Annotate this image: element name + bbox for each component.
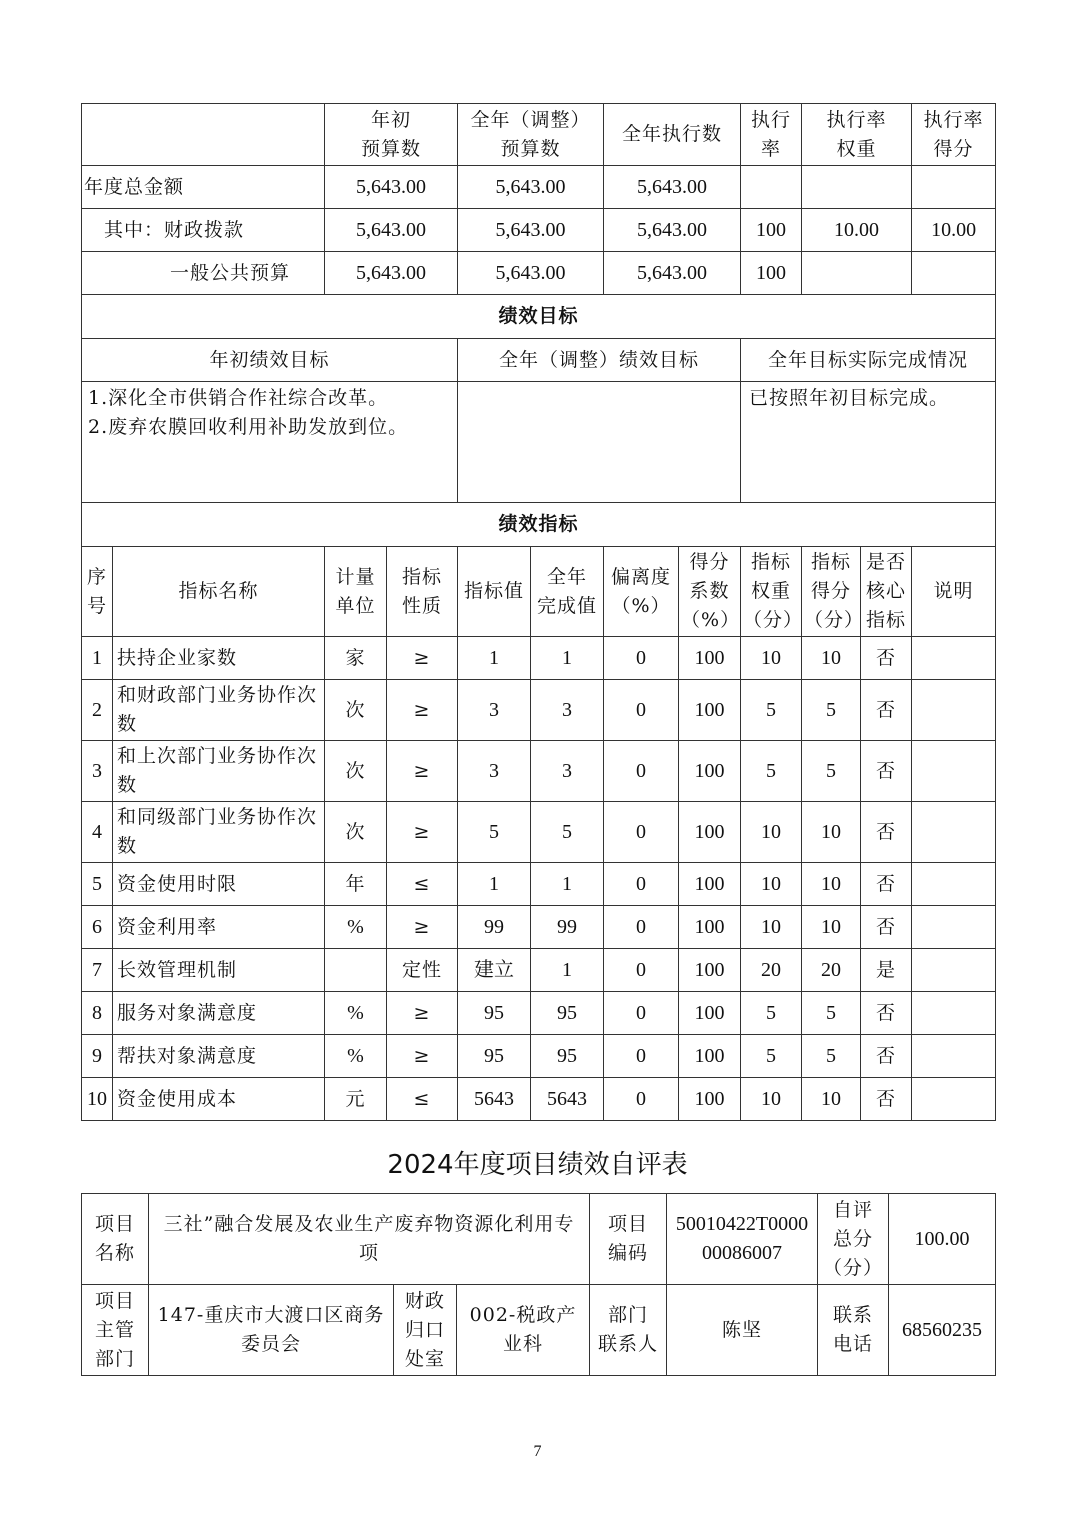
budget-header-weight: 执行率 权重 <box>802 104 912 166</box>
budget-rate: 100 <box>741 252 802 295</box>
indicator-deviation: 0 <box>604 992 679 1035</box>
indicator-weight: 10 <box>741 802 802 863</box>
indicator-row <box>82 1035 996 1078</box>
indicator-header-cell: 偏离度 （%） <box>604 547 679 637</box>
indicator-completed: 5 <box>531 802 604 863</box>
budget-row <box>82 252 996 295</box>
indicator-header-cell: 计量 单位 <box>325 547 387 637</box>
indicator-target: 95 <box>458 992 531 1035</box>
indicator-index: 7 <box>82 949 113 992</box>
goals-content-row <box>82 382 996 503</box>
indicator-deviation: 0 <box>604 802 679 863</box>
indicator-index: 4 <box>82 802 113 863</box>
indicator-nature: ≤ <box>387 1078 458 1121</box>
budget-label: 其中：财政拨款 <box>82 209 325 252</box>
budget-header-score: 执行率 得分 <box>912 104 996 166</box>
project-row-2 <box>82 1285 996 1376</box>
indicator-deviation: 0 <box>604 637 679 680</box>
indicator-core: 是 <box>861 949 912 992</box>
indicator-score: 20 <box>802 949 861 992</box>
indicator-score: 10 <box>802 637 861 680</box>
indicator-row <box>82 906 996 949</box>
indicator-header-cell: 序 号 <box>82 547 113 637</box>
indicator-name: 资金利用率 <box>113 906 325 949</box>
goals-header-actual: 全年目标实际完成情况 <box>741 339 996 382</box>
indicator-target: 5643 <box>458 1078 531 1121</box>
indicator-name: 服务对象满意度 <box>113 992 325 1035</box>
indicator-header-cell: 全年 完成值 <box>531 547 604 637</box>
indicator-nature: ≥ <box>387 741 458 802</box>
indicator-note <box>912 1078 996 1121</box>
indicator-core: 否 <box>861 1078 912 1121</box>
budget-weight <box>802 252 912 295</box>
indicator-coefficient: 100 <box>679 741 741 802</box>
indicator-weight: 5 <box>741 680 802 741</box>
indicator-unit: 次 <box>325 741 387 802</box>
indicator-nature: ≥ <box>387 637 458 680</box>
indicator-index: 8 <box>82 992 113 1035</box>
indicator-target: 99 <box>458 906 531 949</box>
indicator-unit: 年 <box>325 863 387 906</box>
indicator-unit: 元 <box>325 1078 387 1121</box>
indicator-note <box>912 1035 996 1078</box>
goals-section-row <box>82 295 996 339</box>
indicator-deviation: 0 <box>604 1078 679 1121</box>
indicator-header-cell: 指标 性质 <box>387 547 458 637</box>
indicator-coefficient: 100 <box>679 680 741 741</box>
indicator-deviation: 0 <box>604 863 679 906</box>
indicator-header-cell: 是否 核心 指标 <box>861 547 912 637</box>
indicator-header-cell: 指标 权重 （分） <box>741 547 802 637</box>
indicator-nature: ≥ <box>387 1035 458 1078</box>
goals-section-title: 绩效目标 <box>82 295 996 339</box>
indicator-coefficient: 100 <box>679 863 741 906</box>
indicator-core: 否 <box>861 992 912 1035</box>
budget-adjusted: 5,643.00 <box>458 166 604 209</box>
indicator-completed: 3 <box>531 741 604 802</box>
indicator-header-cell: 指标值 <box>458 547 531 637</box>
indicator-target: 3 <box>458 741 531 802</box>
indicator-name: 扶持企业家数 <box>113 637 325 680</box>
indicator-note <box>912 680 996 741</box>
indicator-coefficient: 100 <box>679 949 741 992</box>
indicator-target: 1 <box>458 637 531 680</box>
phone-label: 联系 电话 <box>818 1285 889 1376</box>
budget-adjusted: 5,643.00 <box>458 252 604 295</box>
indicator-name: 和上次部门业务协作次数 <box>113 741 325 802</box>
indicator-unit: 次 <box>325 680 387 741</box>
indicator-coefficient: 100 <box>679 1035 741 1078</box>
budget-score <box>912 252 996 295</box>
indicator-coefficient: 100 <box>679 1078 741 1121</box>
indicator-unit <box>325 949 387 992</box>
indicator-index: 10 <box>82 1078 113 1121</box>
indicator-completed: 99 <box>531 906 604 949</box>
indicator-deviation: 0 <box>604 906 679 949</box>
budget-score <box>912 166 996 209</box>
budget-score: 10.00 <box>912 209 996 252</box>
indicator-core: 否 <box>861 863 912 906</box>
indicator-score: 10 <box>802 863 861 906</box>
goals-header-initial: 年初绩效目标 <box>82 339 458 382</box>
indicator-deviation: 0 <box>604 741 679 802</box>
indicator-unit: 家 <box>325 637 387 680</box>
indicator-core: 否 <box>861 906 912 949</box>
indicator-note <box>912 637 996 680</box>
indicator-unit: % <box>325 992 387 1035</box>
indicator-core: 否 <box>861 1035 912 1078</box>
budget-initial: 5,643.00 <box>325 166 458 209</box>
indicator-index: 6 <box>82 906 113 949</box>
budget-header-initial: 年初 预算数 <box>325 104 458 166</box>
indicator-unit: % <box>325 1035 387 1078</box>
project-code: 50010422T000000086007 <box>667 1194 818 1285</box>
indicator-target: 1 <box>458 863 531 906</box>
indicator-score: 5 <box>802 992 861 1035</box>
indicator-target: 3 <box>458 680 531 741</box>
budget-header-executed: 全年执行数 <box>604 104 741 166</box>
indicator-completed: 95 <box>531 992 604 1035</box>
indicator-completed: 1 <box>531 637 604 680</box>
budget-header-rate: 执行率 <box>741 104 802 166</box>
indicator-header-cell: 指标名称 <box>113 547 325 637</box>
project-code-label: 项目 编码 <box>590 1194 667 1285</box>
indicator-nature: ≤ <box>387 863 458 906</box>
indicator-header-cell: 说明 <box>912 547 996 637</box>
budget-executed: 5,643.00 <box>604 166 741 209</box>
indicator-score: 5 <box>802 680 861 741</box>
indicators-section-row <box>82 503 996 547</box>
indicator-deviation: 0 <box>604 680 679 741</box>
page-number: 7 <box>533 1443 542 1460</box>
indicator-row <box>82 680 996 741</box>
indicator-name: 和财政部门业务协作次数 <box>113 680 325 741</box>
indicator-target: 建立 <box>458 949 531 992</box>
indicator-score: 10 <box>802 802 861 863</box>
indicator-score: 10 <box>802 906 861 949</box>
indicator-core: 否 <box>861 637 912 680</box>
budget-executed: 5,643.00 <box>604 209 741 252</box>
total-score-label: 自评 总分 （分） <box>818 1194 889 1285</box>
finance-office-label: 财政 归口 处室 <box>394 1285 457 1376</box>
indicator-nature: 定性 <box>387 949 458 992</box>
indicator-completed: 95 <box>531 1035 604 1078</box>
indicator-nature: ≥ <box>387 802 458 863</box>
goals-header-adjusted: 全年（调整）绩效目标 <box>458 339 741 382</box>
dept: 147-重庆市大渡口区商务委员会 <box>149 1285 394 1376</box>
form-title: 2024年度项目绩效自评表 <box>387 1150 688 1180</box>
indicator-deviation: 0 <box>604 1035 679 1078</box>
indicator-name: 资金使用时限 <box>113 863 325 906</box>
indicator-coefficient: 100 <box>679 802 741 863</box>
indicator-weight: 5 <box>741 741 802 802</box>
budget-header-adjusted: 全年（调整） 预算数 <box>458 104 604 166</box>
budget-initial: 5,643.00 <box>325 209 458 252</box>
indicator-score: 10 <box>802 1078 861 1121</box>
indicator-weight: 20 <box>741 949 802 992</box>
budget-header-row <box>82 104 996 166</box>
goals-header-row <box>82 339 996 382</box>
contact: 陈坚 <box>667 1285 818 1376</box>
indicator-nature: ≥ <box>387 680 458 741</box>
budget-rate: 100 <box>741 209 802 252</box>
finance-office: 002-税政产业科 <box>457 1285 590 1376</box>
performance-table <box>81 103 996 1121</box>
indicator-index: 9 <box>82 1035 113 1078</box>
indicator-score: 5 <box>802 741 861 802</box>
budget-initial: 5,643.00 <box>325 252 458 295</box>
indicator-note <box>912 949 996 992</box>
indicator-core: 否 <box>861 741 912 802</box>
indicator-row <box>82 637 996 680</box>
indicator-row <box>82 863 996 906</box>
budget-weight: 10.00 <box>802 209 912 252</box>
indicators-body <box>82 637 996 1121</box>
budget-label: 一般公共预算 <box>82 252 325 295</box>
indicator-completed: 1 <box>531 949 604 992</box>
indicator-weight: 5 <box>741 992 802 1035</box>
indicator-row <box>82 992 996 1035</box>
budget-row <box>82 209 996 252</box>
indicator-target: 5 <box>458 802 531 863</box>
indicator-note <box>912 802 996 863</box>
budget-adjusted: 5,643.00 <box>458 209 604 252</box>
indicators-header-row <box>82 547 996 637</box>
budget-header-blank <box>82 104 325 166</box>
goals-adjusted-text <box>458 382 741 503</box>
indicator-weight: 10 <box>741 863 802 906</box>
indicator-score: 5 <box>802 1035 861 1078</box>
indicator-nature: ≥ <box>387 992 458 1035</box>
indicator-coefficient: 100 <box>679 637 741 680</box>
indicator-name: 和同级部门业务协作次数 <box>113 802 325 863</box>
project-row-1 <box>82 1194 996 1285</box>
indicator-coefficient: 100 <box>679 906 741 949</box>
indicator-note <box>912 863 996 906</box>
indicator-coefficient: 100 <box>679 992 741 1035</box>
indicator-completed: 1 <box>531 863 604 906</box>
indicator-target: 95 <box>458 1035 531 1078</box>
goals-actual-text: 已按照年初目标完成。 <box>741 382 996 503</box>
indicator-weight: 5 <box>741 1035 802 1078</box>
indicator-index: 5 <box>82 863 113 906</box>
indicator-unit: 次 <box>325 802 387 863</box>
indicator-deviation: 0 <box>604 949 679 992</box>
indicator-row <box>82 741 996 802</box>
goals-initial-text: 1.深化全市供销合作社综合改革。 2.废弃农膜回收利用补助发放到位。 <box>82 382 458 503</box>
budget-row <box>82 166 996 209</box>
indicator-row <box>82 949 996 992</box>
indicator-weight: 10 <box>741 637 802 680</box>
indicator-completed: 3 <box>531 680 604 741</box>
indicator-completed: 5643 <box>531 1078 604 1121</box>
indicator-note <box>912 741 996 802</box>
indicator-name: 资金使用成本 <box>113 1078 325 1121</box>
indicator-core: 否 <box>861 680 912 741</box>
project-name: 三社”融合发展及农业生产废弃物资源化利用专项 <box>149 1194 590 1285</box>
budget-weight <box>802 166 912 209</box>
contact-label: 部门 联系人 <box>590 1285 667 1376</box>
indicator-nature: ≥ <box>387 906 458 949</box>
project-info-table <box>81 1193 996 1376</box>
indicator-core: 否 <box>861 802 912 863</box>
indicators-section-title: 绩效指标 <box>82 503 996 547</box>
indicator-index: 1 <box>82 637 113 680</box>
phone: 68560235 <box>889 1285 996 1376</box>
indicator-weight: 10 <box>741 906 802 949</box>
indicator-header-cell: 指标 得分 （分） <box>802 547 861 637</box>
indicator-unit: % <box>325 906 387 949</box>
indicator-note <box>912 992 996 1035</box>
budget-executed: 5,643.00 <box>604 252 741 295</box>
indicator-header-cell: 得分 系数 （%） <box>679 547 741 637</box>
indicator-index: 3 <box>82 741 113 802</box>
indicator-row <box>82 802 996 863</box>
indicator-row <box>82 1078 996 1121</box>
dept-label: 项目 主管 部门 <box>82 1285 149 1376</box>
indicator-weight: 10 <box>741 1078 802 1121</box>
total-score: 100.00 <box>889 1194 996 1285</box>
budget-rate <box>741 166 802 209</box>
indicator-note <box>912 906 996 949</box>
indicator-name: 长效管理机制 <box>113 949 325 992</box>
indicator-name: 帮扶对象满意度 <box>113 1035 325 1078</box>
project-name-label: 项目 名称 <box>82 1194 149 1285</box>
indicator-index: 2 <box>82 680 113 741</box>
budget-label: 年度总金额 <box>82 166 325 209</box>
